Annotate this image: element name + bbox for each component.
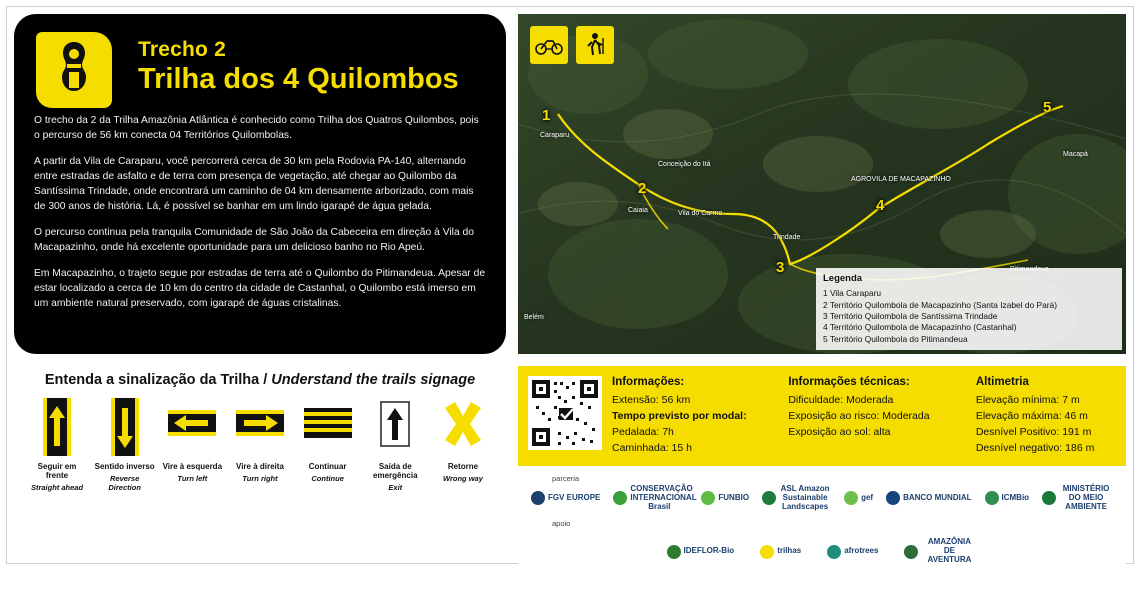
sponsor-logo (762, 485, 831, 511)
signage-item-straight-ahead (26, 398, 88, 493)
legend-title: Legenda (823, 273, 863, 285)
signage-item-turn-right (229, 398, 291, 484)
sponsor-logo (760, 545, 801, 559)
sponsor-logo (844, 491, 873, 505)
sponsor-mark-icon (844, 491, 858, 505)
signage-label-pt: Vire à direita (236, 462, 284, 471)
info-row: Exposição ao sol: alta (788, 425, 891, 438)
info-column-technical (788, 374, 966, 458)
info-row: Extensão: 56 km (612, 394, 691, 407)
info-heading: Informações: (612, 376, 685, 388)
sponsors-section (518, 474, 1126, 592)
info-row: Elevação máxima: 46 m (975, 410, 1088, 422)
info-row: Dificuldade: Moderada (788, 394, 894, 407)
info-column-general (612, 374, 778, 458)
sponsor-row-support (518, 538, 1126, 564)
arrow-straight-icon (31, 398, 83, 456)
trail-logo-icon (50, 38, 98, 102)
legend-item: 5 Território Quilombola do Pitimandeua (823, 333, 968, 344)
right-column (518, 14, 1126, 564)
legend-item: 3 Território Quilombola de Santíssima Trindade (823, 310, 998, 321)
hiker-icon[interactable] (576, 26, 614, 64)
sponsor-mark-icon (985, 491, 999, 505)
section-label: Trecho 2 (138, 38, 226, 61)
support-label: apoio (552, 519, 571, 529)
page-title: Trilha dos 4 Quilombos (138, 63, 459, 95)
map-place-label: AGROVILA DE MACAPAZINHO (851, 176, 951, 183)
signage-label-en: Wrong way (443, 474, 483, 484)
signage-title-en: Understand the trails signage (271, 372, 476, 388)
sponsor-logo (531, 491, 600, 505)
sponsor-logo (827, 545, 878, 559)
signage-label-en: Continue (311, 474, 344, 484)
partnership-label: parceria (552, 474, 580, 483)
signage-label-pt: Continuar (308, 462, 347, 471)
left-column (14, 14, 506, 556)
sponsor-mark-icon (667, 545, 681, 559)
arrow-right-icon (234, 398, 286, 456)
sponsor-mark-icon (904, 545, 918, 559)
signage-panel (14, 366, 506, 556)
cross-icon (437, 398, 489, 456)
signage-items (14, 388, 506, 493)
map-legend (816, 268, 1122, 350)
signage-label-pt: Sentido inverso (94, 462, 155, 471)
info-heading: Altimetria (975, 376, 1029, 388)
trail-description-card (14, 14, 506, 354)
sponsor-name: gef (861, 492, 874, 502)
sponsor-mark-icon (762, 491, 776, 505)
signage-label-en: Turn right (242, 474, 278, 484)
description-body (34, 114, 486, 311)
sponsor-logo (985, 491, 1030, 505)
paragraph: A partir da Vila de Caraparu, você percorrerá cerca de 30 km pela Rodovia PA-140, alternando entre estradas de asfalto e de terra com presença de vegetação, até chegar ao Quilombo da Santíssima Trindade, onde encontrará um caminho de 04 km densamente arborizado, com mais de 300 anos de história. Lá, é possível se banhar em um lindo igarapé de água gelada. (34, 156, 474, 213)
sponsor-name: AMAZÔNIA DE AVENTURA (927, 537, 972, 564)
map-place-label: Trindade (773, 234, 801, 241)
sponsor-name: trilhas (777, 546, 802, 556)
map-waypoint-5[interactable]: 5 (1043, 99, 1052, 116)
signage-label-en: Turn left (177, 474, 208, 484)
info-row: Tempo previsto por modal: (612, 410, 747, 422)
info-row: Exposição ao risco: Moderada (788, 410, 930, 422)
signage-item-emergency-exit (364, 398, 426, 493)
sponsor-logo (701, 491, 749, 505)
signage-title-pt: Entenda a sinalização da Trilha (44, 372, 260, 388)
emergency-exit-icon (369, 398, 421, 456)
mode-icons (530, 26, 614, 64)
legend-item: 2 Território Quilombola de Macapazinho (Santa Izabel do Pará) (823, 299, 1058, 310)
map-place-label: Caiaia (628, 207, 648, 214)
signage-item-wrong-way (432, 398, 494, 484)
arrow-reverse-icon (99, 398, 151, 456)
info-row: Elevação mínima: 7 m (975, 394, 1080, 407)
signage-label-pt: Vire à esquerda (162, 462, 223, 471)
map-waypoint-4[interactable]: 4 (876, 197, 885, 214)
map-waypoint-2[interactable]: 2 (638, 180, 647, 197)
sponsor-row-partnership (518, 485, 1126, 511)
sponsor-logo (613, 484, 697, 511)
arrow-left-icon (166, 398, 218, 456)
paragraph: O percurso continua pela tranquila Comunidade de São João da Cabeceira em direção à Vila do Macapazinho, onde há excelente oportunidade para um delicioso banho no Rio Apeú. (34, 226, 474, 253)
signage-label-pt: Seguir em frente (37, 462, 77, 481)
sponsor-mark-icon (827, 545, 841, 559)
sponsor-mark-icon (701, 491, 715, 505)
paragraph: Em Macapazinho, o trajeto segue por estradas de terra até o Quilombo do Pitimandeua. Apesar de estar localizado a cerca de 10 km do centro da cidade de Castanhal, o Quilombo está imerso em um ambiente natural preservado, com igarapé de águas cristalinas. (34, 267, 486, 309)
sponsor-logo (667, 545, 735, 559)
bicycle-icon[interactable] (530, 26, 568, 64)
map-place-label: Belém (524, 314, 544, 321)
sponsor-name: IDEFLOR-Bio (683, 546, 735, 556)
sponsor-mark-icon (886, 491, 900, 505)
sponsor-logo (904, 538, 977, 564)
signage-title (14, 366, 506, 388)
signage-label-pt: Saída de emergência (373, 462, 418, 481)
stripes-icon (302, 398, 354, 456)
signage-title-separator: / (263, 372, 268, 388)
map-waypoint-3[interactable]: 3 (776, 259, 785, 276)
info-row: Pedalada: 7h (612, 425, 674, 438)
trail-logo-badge (36, 32, 112, 108)
sponsor-name: MINISTÉRIO DO MEIO AMBIENTE (1062, 484, 1110, 511)
info-row: Caminhada: 15 h (612, 441, 692, 454)
card-header (138, 38, 486, 94)
sponsor-name: ICMBio (1001, 492, 1030, 502)
route-map[interactable] (518, 14, 1126, 354)
sponsor-mark-icon (1042, 491, 1056, 505)
signage-label-en: Exit (388, 483, 403, 493)
info-row: Desnível negativo: 186 m (975, 441, 1095, 454)
info-panel (518, 366, 1126, 466)
info-row: Desnível Positivo: 191 m (975, 425, 1092, 438)
map-place-label: Macapá (1063, 151, 1088, 158)
paragraph: O trecho da 2 da Trilha Amazônia Atlântica é conhecido como Trilha dos Quatros Quilombos, pois o percurso de 56 km conecta 04 Territórios Quilombolas. (34, 115, 479, 142)
signage-label-pt: Retorne (447, 462, 479, 471)
sponsor-name: CONSERVAÇÃO INTERNACIONAL Brasil (630, 484, 697, 511)
signage-label-en: Straight ahead (30, 483, 84, 493)
info-column-altimetry (976, 374, 1116, 458)
signage-item-continue (297, 398, 359, 484)
sponsor-name: FGV EUROPE (547, 492, 601, 502)
map-waypoint-1[interactable]: 1 (542, 107, 551, 124)
sponsor-name: BANCO MUNDIAL (903, 492, 972, 502)
info-heading: Informações técnicas: (788, 376, 910, 388)
legend-item: 1 Vila Caraparu (823, 288, 882, 299)
qr-code[interactable] (528, 376, 602, 450)
signage-item-turn-left (161, 398, 223, 484)
sponsor-mark-icon (760, 545, 774, 559)
sponsor-name: ASL Amazon Sustainable Landscapes (780, 484, 830, 511)
sponsor-mark-icon (613, 491, 627, 505)
map-place-label: Vila do Carmo (678, 210, 723, 217)
sponsor-name: FUNBIO (718, 492, 750, 502)
sponsor-mark-icon (531, 491, 545, 505)
signage-item-reverse-direction (94, 398, 156, 492)
sponsor-name: afrotrees (844, 546, 879, 556)
map-place-label: Conceição do Itá (658, 161, 711, 168)
signage-label-en: Reverse Direction (108, 474, 141, 492)
legend-item: 4 Território Quilombola de Macapazinho (Castanhal) (823, 322, 1017, 333)
map-place-label: Caraparu (540, 132, 570, 139)
sponsor-logo (886, 491, 971, 505)
sponsor-logo (1042, 485, 1113, 511)
